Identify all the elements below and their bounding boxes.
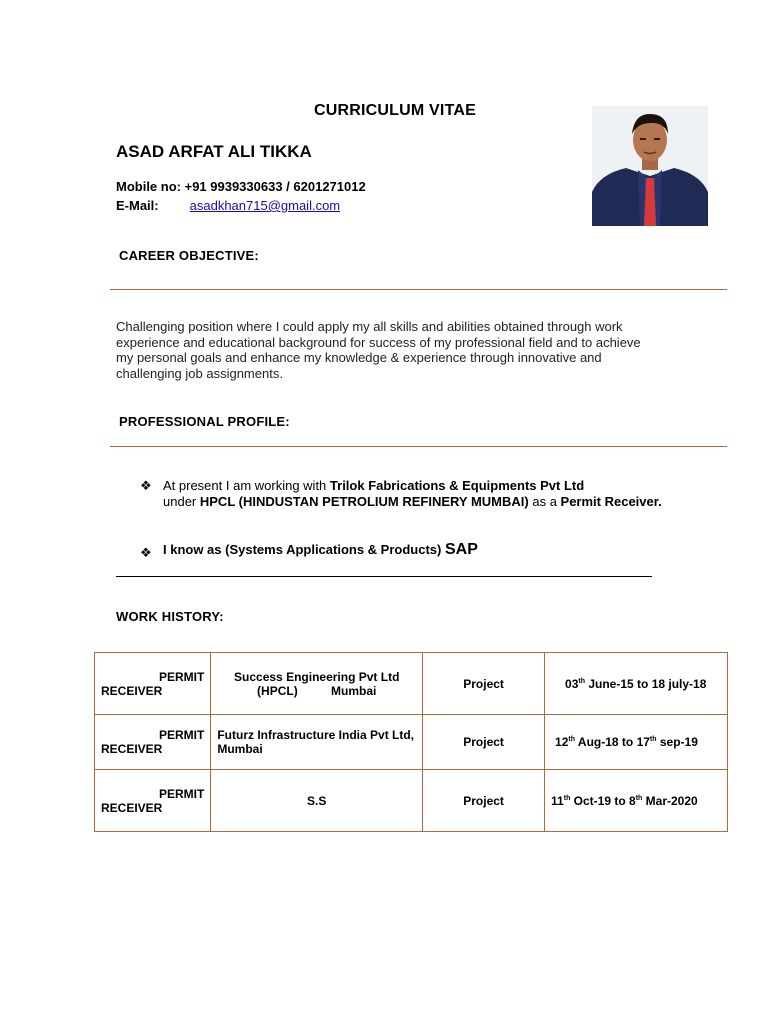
company-name: Trilok Fabrications & Equipments Pvt Ltd <box>329 478 585 493</box>
diamond-bullet-icon: ❖ <box>140 478 152 493</box>
profile-photo <box>592 106 708 226</box>
bullet-text: At present I am working with <box>163 478 330 493</box>
job-role: Permit Receiver. <box>560 493 662 509</box>
work-history-heading: WORK HISTORY: <box>116 609 224 624</box>
bullet-text: under <box>163 493 200 509</box>
professional-profile-heading: PROFESSIONAL PROFILE: <box>119 414 290 429</box>
duration-cell: 11th Oct-19 to 8th Mar-2020 <box>545 770 728 832</box>
diamond-bullet-icon: ❖ <box>140 545 152 560</box>
email-line <box>116 198 340 213</box>
sap-label: SAP <box>444 541 478 558</box>
email-label: E-Mail: <box>116 198 159 213</box>
company-cell: S.S <box>211 770 423 832</box>
document-title: CURRICULUM VITAE <box>313 102 476 119</box>
career-objective-text: Challenging position where I could apply my all skills and abilities obtained through work experience and educational background for success of my professional field and to achieve my personal goals and enhance my knowledge & experience through innovative and challenging job assignments. <box>116 319 641 381</box>
candidate-name: ASAD ARFAT ALI TIKKA <box>116 142 312 161</box>
profile-bullet-current-job <box>163 478 663 509</box>
duration-cell: 03th June-15 to 18 july-18 <box>545 653 728 715</box>
section-divider <box>110 446 727 447</box>
duration-cell: 12th Aug-18 to 17th sep-19 <box>545 715 728 770</box>
table-row <box>95 715 728 770</box>
type-cell: Project <box>423 715 545 770</box>
bullet-text: as a <box>528 493 561 509</box>
company-cell: Futurz Infrastructure India Pvt Ltd, Mumbai <box>211 715 423 770</box>
email-link[interactable]: asadkhan715@gmail.com <box>189 198 341 213</box>
profile-photo-image <box>592 106 708 226</box>
career-objective-heading: CAREER OBJECTIVE: <box>119 248 259 263</box>
role-cell: PERMIT RECEIVER <box>95 770 211 832</box>
company-cell: Success Engineering Pvt Ltd (HPCL) Mumbai <box>211 653 423 715</box>
role-cell: PERMIT RECEIVER <box>95 653 211 715</box>
profile-bullet-sap <box>163 542 663 558</box>
type-cell: Project <box>423 770 545 832</box>
section-divider <box>116 576 652 577</box>
bullet-text: I know as (Systems Applications & Products) <box>163 542 445 557</box>
role-cell: PERMIT RECEIVER <box>95 715 211 770</box>
table-row <box>95 770 728 832</box>
table-row <box>95 653 728 715</box>
work-history-table <box>94 652 728 832</box>
section-divider <box>110 289 727 290</box>
mobile-number: Mobile no: +91 9939330633 / 6201271012 <box>116 179 366 194</box>
type-cell: Project <box>423 653 545 715</box>
client-name: HPCL (HINDUSTAN PETROLIUM REFINERY MUMBAI) <box>199 493 529 509</box>
